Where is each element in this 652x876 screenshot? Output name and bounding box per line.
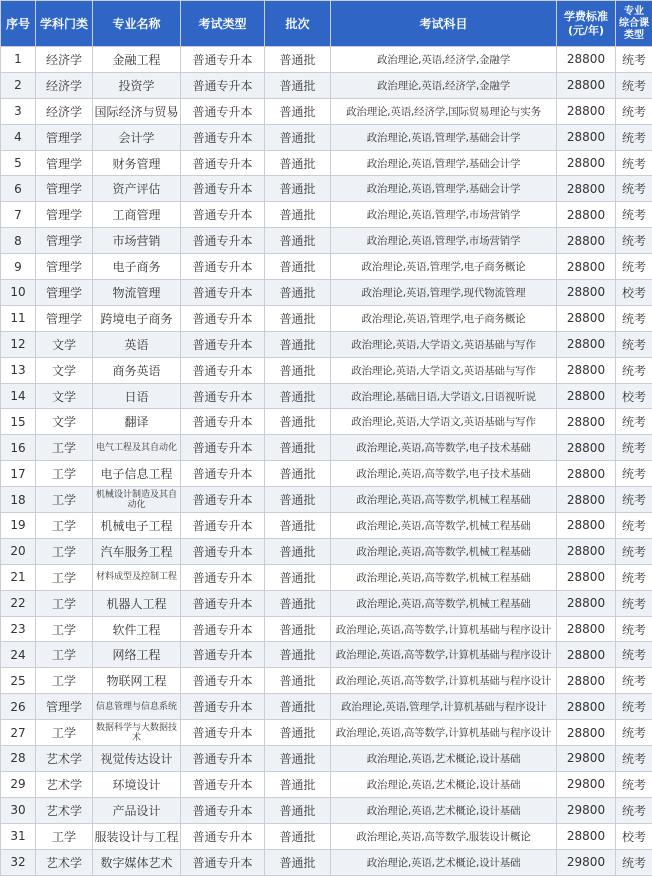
seq-cell: 11 xyxy=(1,305,36,331)
exam-type-cell: 普通专升本 xyxy=(181,331,265,357)
category-cell: 工学 xyxy=(36,435,93,461)
course-type-cell: 统考 xyxy=(616,124,652,150)
batch-cell: 普通批 xyxy=(265,98,331,124)
course-type-cell: 校考 xyxy=(616,383,652,409)
category-cell: 工学 xyxy=(36,720,93,746)
batch-cell: 普通批 xyxy=(265,668,331,694)
major-cell: 翻译 xyxy=(93,409,181,435)
major-cell: 物联网工程 xyxy=(93,668,181,694)
fee-cell: 28800 xyxy=(557,668,616,694)
category-cell: 工学 xyxy=(36,487,93,513)
major-cell: 数字媒体艺术 xyxy=(93,849,181,875)
batch-cell: 普通批 xyxy=(265,642,331,668)
batch-cell: 普通批 xyxy=(265,228,331,254)
fee-cell: 28800 xyxy=(557,461,616,487)
fee-cell: 29800 xyxy=(557,746,616,772)
table-row xyxy=(1,409,652,435)
subjects-cell: 政治理论,英语,艺术概论,设计基础 xyxy=(331,746,557,772)
table-body xyxy=(1,47,652,876)
batch-cell: 普通批 xyxy=(265,590,331,616)
subjects-cell: 政治理论,英语,管理学,市场营销学 xyxy=(331,202,557,228)
category-cell: 管理学 xyxy=(36,202,93,228)
batch-cell: 普通批 xyxy=(265,150,331,176)
exam-type-cell: 普通专升本 xyxy=(181,564,265,590)
seq-cell: 28 xyxy=(1,746,36,772)
subjects-cell: 政治理论,英语,高等数学,电子技术基础 xyxy=(331,435,557,461)
fee-cell: 28800 xyxy=(557,98,616,124)
category-cell: 管理学 xyxy=(36,694,93,720)
seq-cell: 27 xyxy=(1,720,36,746)
category-cell: 工学 xyxy=(36,823,93,849)
fee-cell: 28800 xyxy=(557,409,616,435)
category-cell: 管理学 xyxy=(36,150,93,176)
exam-type-cell: 普通专升本 xyxy=(181,98,265,124)
course-type-cell: 统考 xyxy=(616,435,652,461)
category-cell: 工学 xyxy=(36,668,93,694)
course-type-cell: 校考 xyxy=(616,280,652,306)
exam-type-cell: 普通专升本 xyxy=(181,823,265,849)
course-type-cell: 统考 xyxy=(616,487,652,513)
subjects-cell: 政治理论,英语,管理学,基础会计学 xyxy=(331,124,557,150)
seq-cell: 22 xyxy=(1,590,36,616)
major-cell: 跨境电子商务 xyxy=(93,305,181,331)
batch-cell: 普通批 xyxy=(265,849,331,875)
course-type-cell: 统考 xyxy=(616,331,652,357)
course-type-cell: 统考 xyxy=(616,305,652,331)
table-row xyxy=(1,797,652,823)
exam-type-cell: 普通专升本 xyxy=(181,616,265,642)
fee-cell: 28800 xyxy=(557,590,616,616)
category-cell: 文学 xyxy=(36,409,93,435)
table-row xyxy=(1,642,652,668)
header-fee: 学费标准 (元/年) xyxy=(557,1,616,47)
table-row xyxy=(1,487,652,513)
exam-type-cell: 普通专升本 xyxy=(181,720,265,746)
batch-cell: 普通批 xyxy=(265,616,331,642)
seq-cell: 23 xyxy=(1,616,36,642)
fee-cell: 28800 xyxy=(557,383,616,409)
category-cell: 工学 xyxy=(36,538,93,564)
subjects-cell: 政治理论,英语,艺术概论,设计基础 xyxy=(331,849,557,875)
header-exam-type: 考试类型 xyxy=(181,1,265,47)
major-cell: 环境设计 xyxy=(93,771,181,797)
fee-cell: 28800 xyxy=(557,616,616,642)
major-cell: 材料成型及控制工程 xyxy=(93,564,181,590)
header-course-type: 专业 综合课 类型 xyxy=(616,1,652,47)
seq-cell: 15 xyxy=(1,409,36,435)
course-type-cell: 统考 xyxy=(616,616,652,642)
course-type-cell: 统考 xyxy=(616,590,652,616)
subjects-cell: 政治理论,英语,艺术概论,设计基础 xyxy=(331,771,557,797)
major-cell: 资产评估 xyxy=(93,176,181,202)
exam-type-cell: 普通专升本 xyxy=(181,202,265,228)
category-cell: 艺术学 xyxy=(36,771,93,797)
course-type-cell: 统考 xyxy=(616,72,652,98)
batch-cell: 普通批 xyxy=(265,176,331,202)
batch-cell: 普通批 xyxy=(265,409,331,435)
batch-cell: 普通批 xyxy=(265,331,331,357)
header-batch: 批次 xyxy=(265,1,331,47)
major-cell: 软件工程 xyxy=(93,616,181,642)
batch-cell: 普通批 xyxy=(265,202,331,228)
course-type-cell: 统考 xyxy=(616,228,652,254)
course-type-cell: 统考 xyxy=(616,202,652,228)
fee-cell: 29800 xyxy=(557,771,616,797)
course-type-cell: 统考 xyxy=(616,538,652,564)
seq-cell: 12 xyxy=(1,331,36,357)
course-type-cell: 统考 xyxy=(616,461,652,487)
table-row xyxy=(1,383,652,409)
table-header-row xyxy=(1,1,652,47)
major-cell: 商务英语 xyxy=(93,357,181,383)
course-type-cell: 校考 xyxy=(616,823,652,849)
batch-cell: 普通批 xyxy=(265,513,331,539)
batch-cell: 普通批 xyxy=(265,47,331,73)
subjects-cell: 政治理论,英语,管理学,计算机基础与程序设计 xyxy=(331,694,557,720)
seq-cell: 25 xyxy=(1,668,36,694)
course-type-cell: 统考 xyxy=(616,797,652,823)
exam-type-cell: 普通专升本 xyxy=(181,254,265,280)
exam-type-cell: 普通专升本 xyxy=(181,176,265,202)
major-cell: 产品设计 xyxy=(93,797,181,823)
subjects-cell: 政治理论,英语,经济学,国际贸易理论与实务 xyxy=(331,98,557,124)
table-row xyxy=(1,150,652,176)
course-type-cell: 统考 xyxy=(616,694,652,720)
major-cell: 工商管理 xyxy=(93,202,181,228)
exam-type-cell: 普通专升本 xyxy=(181,124,265,150)
category-cell: 艺术学 xyxy=(36,849,93,875)
table-row xyxy=(1,771,652,797)
batch-cell: 普通批 xyxy=(265,435,331,461)
batch-cell: 普通批 xyxy=(265,720,331,746)
seq-cell: 2 xyxy=(1,72,36,98)
major-cell: 信息管理与信息系统 xyxy=(93,694,181,720)
table-row xyxy=(1,849,652,875)
course-type-cell: 统考 xyxy=(616,668,652,694)
table-row xyxy=(1,435,652,461)
batch-cell: 普通批 xyxy=(265,357,331,383)
seq-cell: 3 xyxy=(1,98,36,124)
exam-type-cell: 普通专升本 xyxy=(181,409,265,435)
seq-cell: 17 xyxy=(1,461,36,487)
seq-cell: 31 xyxy=(1,823,36,849)
exam-type-cell: 普通专升本 xyxy=(181,513,265,539)
category-cell: 经济学 xyxy=(36,72,93,98)
fee-cell: 28800 xyxy=(557,305,616,331)
exam-type-cell: 普通专升本 xyxy=(181,746,265,772)
major-cell: 英语 xyxy=(93,331,181,357)
fee-cell: 28800 xyxy=(557,513,616,539)
exam-type-cell: 普通专升本 xyxy=(181,435,265,461)
seq-cell: 26 xyxy=(1,694,36,720)
subjects-cell: 政治理论,英语,高等数学,计算机基础与程序设计 xyxy=(331,720,557,746)
category-cell: 经济学 xyxy=(36,47,93,73)
batch-cell: 普通批 xyxy=(265,487,331,513)
subjects-cell: 政治理论,英语,高等数学,服装设计概论 xyxy=(331,823,557,849)
category-cell: 管理学 xyxy=(36,176,93,202)
subjects-cell: 政治理论,英语,高等数学,计算机基础与程序设计 xyxy=(331,616,557,642)
table-row xyxy=(1,564,652,590)
seq-cell: 1 xyxy=(1,47,36,73)
major-cell: 机器人工程 xyxy=(93,590,181,616)
exam-type-cell: 普通专升本 xyxy=(181,642,265,668)
seq-cell: 7 xyxy=(1,202,36,228)
major-cell: 网络工程 xyxy=(93,642,181,668)
fee-cell: 28800 xyxy=(557,331,616,357)
major-cell: 电子信息工程 xyxy=(93,461,181,487)
exam-type-cell: 普通专升本 xyxy=(181,771,265,797)
major-cell: 汽车服务工程 xyxy=(93,538,181,564)
subjects-cell: 政治理论,英语,高等数学,机械工程基础 xyxy=(331,564,557,590)
batch-cell: 普通批 xyxy=(265,72,331,98)
subjects-cell: 政治理论,英语,经济学,金融学 xyxy=(331,72,557,98)
major-cell: 服装设计与工程 xyxy=(93,823,181,849)
subjects-cell: 政治理论,英语,管理学,基础会计学 xyxy=(331,176,557,202)
table-row xyxy=(1,47,652,73)
subjects-cell: 政治理论,英语,艺术概论,设计基础 xyxy=(331,797,557,823)
seq-cell: 21 xyxy=(1,564,36,590)
fee-cell: 28800 xyxy=(557,176,616,202)
exam-type-cell: 普通专升本 xyxy=(181,72,265,98)
category-cell: 艺术学 xyxy=(36,797,93,823)
major-cell: 市场营销 xyxy=(93,228,181,254)
seq-cell: 10 xyxy=(1,280,36,306)
table-row xyxy=(1,746,652,772)
major-cell: 会计学 xyxy=(93,124,181,150)
header-category: 学科门类 xyxy=(36,1,93,47)
fee-cell: 28800 xyxy=(557,642,616,668)
subjects-cell: 政治理论,英语,管理学,电子商务概论 xyxy=(331,305,557,331)
fee-cell: 28800 xyxy=(557,487,616,513)
table-row xyxy=(1,72,652,98)
seq-cell: 14 xyxy=(1,383,36,409)
course-type-cell: 统考 xyxy=(616,771,652,797)
batch-cell: 普通批 xyxy=(265,797,331,823)
batch-cell: 普通批 xyxy=(265,305,331,331)
exam-type-cell: 普通专升本 xyxy=(181,590,265,616)
batch-cell: 普通批 xyxy=(265,461,331,487)
batch-cell: 普通批 xyxy=(265,538,331,564)
table-row xyxy=(1,357,652,383)
subjects-cell: 政治理论,基础日语,大学语文,日语视听说 xyxy=(331,383,557,409)
table-row xyxy=(1,590,652,616)
fee-cell: 29800 xyxy=(557,797,616,823)
course-type-cell: 统考 xyxy=(616,720,652,746)
seq-cell: 24 xyxy=(1,642,36,668)
major-cell: 财务管理 xyxy=(93,150,181,176)
category-cell: 工学 xyxy=(36,590,93,616)
table-row xyxy=(1,331,652,357)
table-row xyxy=(1,280,652,306)
batch-cell: 普通批 xyxy=(265,694,331,720)
table-row xyxy=(1,228,652,254)
major-cell: 机械设计制造及其自动化 xyxy=(93,487,181,513)
fee-cell: 28800 xyxy=(557,435,616,461)
subjects-cell: 政治理论,英语,管理学,市场营销学 xyxy=(331,228,557,254)
major-cell: 投资学 xyxy=(93,72,181,98)
course-type-cell: 统考 xyxy=(616,746,652,772)
course-type-cell: 统考 xyxy=(616,409,652,435)
major-cell: 日语 xyxy=(93,383,181,409)
category-cell: 工学 xyxy=(36,461,93,487)
exam-type-cell: 普通专升本 xyxy=(181,150,265,176)
subjects-cell: 政治理论,英语,高等数学,机械工程基础 xyxy=(331,538,557,564)
seq-cell: 5 xyxy=(1,150,36,176)
subjects-cell: 政治理论,英语,管理学,电子商务概论 xyxy=(331,254,557,280)
table-row xyxy=(1,461,652,487)
category-cell: 管理学 xyxy=(36,280,93,306)
batch-cell: 普通批 xyxy=(265,280,331,306)
seq-cell: 18 xyxy=(1,487,36,513)
fee-cell: 28800 xyxy=(557,124,616,150)
course-type-cell: 统考 xyxy=(616,642,652,668)
table-row xyxy=(1,202,652,228)
exam-type-cell: 普通专升本 xyxy=(181,357,265,383)
course-type-cell: 统考 xyxy=(616,564,652,590)
course-type-cell: 统考 xyxy=(616,150,652,176)
table-row xyxy=(1,98,652,124)
seq-cell: 4 xyxy=(1,124,36,150)
major-cell: 金融工程 xyxy=(93,47,181,73)
fee-cell: 28800 xyxy=(557,564,616,590)
subjects-cell: 政治理论,英语,高等数学,机械工程基础 xyxy=(331,513,557,539)
course-type-cell: 统考 xyxy=(616,98,652,124)
seq-cell: 29 xyxy=(1,771,36,797)
major-cell: 电气工程及其自动化 xyxy=(93,435,181,461)
batch-cell: 普通批 xyxy=(265,383,331,409)
major-cell: 物流管理 xyxy=(93,280,181,306)
seq-cell: 6 xyxy=(1,176,36,202)
fee-cell: 28800 xyxy=(557,150,616,176)
category-cell: 文学 xyxy=(36,383,93,409)
exam-type-cell: 普通专升本 xyxy=(181,538,265,564)
fee-cell: 28800 xyxy=(557,538,616,564)
course-type-cell: 统考 xyxy=(616,254,652,280)
subjects-cell: 政治理论,英语,高等数学,计算机基础与程序设计 xyxy=(331,642,557,668)
major-cell: 机械电子工程 xyxy=(93,513,181,539)
exam-type-cell: 普通专升本 xyxy=(181,305,265,331)
exam-type-cell: 普通专升本 xyxy=(181,461,265,487)
exam-type-cell: 普通专升本 xyxy=(181,668,265,694)
exam-type-cell: 普通专升本 xyxy=(181,797,265,823)
subjects-cell: 政治理论,英语,大学语文,英语基础与写作 xyxy=(331,331,557,357)
fee-cell: 28800 xyxy=(557,694,616,720)
major-cell: 视觉传达设计 xyxy=(93,746,181,772)
course-type-cell: 统考 xyxy=(616,849,652,875)
category-cell: 文学 xyxy=(36,331,93,357)
exam-type-cell: 普通专升本 xyxy=(181,383,265,409)
fee-cell: 28800 xyxy=(557,357,616,383)
exam-type-cell: 普通专升本 xyxy=(181,47,265,73)
fee-cell: 28800 xyxy=(557,228,616,254)
exam-type-cell: 普通专升本 xyxy=(181,280,265,306)
category-cell: 工学 xyxy=(36,513,93,539)
subjects-cell: 政治理论,英语,高等数学,机械工程基础 xyxy=(331,487,557,513)
table-row xyxy=(1,720,652,746)
course-type-cell: 统考 xyxy=(616,176,652,202)
table-row xyxy=(1,513,652,539)
subjects-cell: 政治理论,英语,管理学,基础会计学 xyxy=(331,150,557,176)
category-cell: 经济学 xyxy=(36,98,93,124)
exam-type-cell: 普通专升本 xyxy=(181,487,265,513)
fee-cell: 28800 xyxy=(557,823,616,849)
seq-cell: 8 xyxy=(1,228,36,254)
seq-cell: 13 xyxy=(1,357,36,383)
seq-cell: 30 xyxy=(1,797,36,823)
category-cell: 工学 xyxy=(36,616,93,642)
exam-type-cell: 普通专升本 xyxy=(181,228,265,254)
fee-cell: 28800 xyxy=(557,202,616,228)
table-row xyxy=(1,694,652,720)
subjects-cell: 政治理论,英语,高等数学,机械工程基础 xyxy=(331,590,557,616)
category-cell: 工学 xyxy=(36,564,93,590)
seq-cell: 16 xyxy=(1,435,36,461)
seq-cell: 19 xyxy=(1,513,36,539)
batch-cell: 普通批 xyxy=(265,771,331,797)
batch-cell: 普通批 xyxy=(265,746,331,772)
exam-type-cell: 普通专升本 xyxy=(181,849,265,875)
major-cell: 国际经济与贸易 xyxy=(93,98,181,124)
category-cell: 管理学 xyxy=(36,305,93,331)
header-seq: 序号 xyxy=(1,1,36,47)
fee-cell: 28800 xyxy=(557,72,616,98)
major-cell: 电子商务 xyxy=(93,254,181,280)
category-cell: 管理学 xyxy=(36,254,93,280)
seq-cell: 32 xyxy=(1,849,36,875)
table-row xyxy=(1,305,652,331)
subjects-cell: 政治理论,英语,高等数学,计算机基础与程序设计 xyxy=(331,668,557,694)
subjects-cell: 政治理论,英语,大学语文,英语基础与写作 xyxy=(331,409,557,435)
batch-cell: 普通批 xyxy=(265,823,331,849)
course-type-cell: 统考 xyxy=(616,513,652,539)
table-row xyxy=(1,538,652,564)
subjects-cell: 政治理论,英语,大学语文,英语基础与写作 xyxy=(331,357,557,383)
table-row xyxy=(1,616,652,642)
batch-cell: 普通批 xyxy=(265,564,331,590)
course-type-cell: 统考 xyxy=(616,357,652,383)
batch-cell: 普通批 xyxy=(265,254,331,280)
seq-cell: 20 xyxy=(1,538,36,564)
batch-cell: 普通批 xyxy=(265,124,331,150)
category-cell: 文学 xyxy=(36,357,93,383)
header-major: 专业名称 xyxy=(93,1,181,47)
major-cell: 数据科学与大数据技术 xyxy=(93,720,181,746)
category-cell: 工学 xyxy=(36,642,93,668)
fee-cell: 28800 xyxy=(557,720,616,746)
subjects-cell: 政治理论,英语,高等数学,电子技术基础 xyxy=(331,461,557,487)
category-cell: 管理学 xyxy=(36,228,93,254)
table-row xyxy=(1,176,652,202)
seq-cell: 9 xyxy=(1,254,36,280)
fee-cell: 28800 xyxy=(557,280,616,306)
exam-type-cell: 普通专升本 xyxy=(181,694,265,720)
subjects-cell: 政治理论,英语,经济学,金融学 xyxy=(331,47,557,73)
fee-cell: 28800 xyxy=(557,47,616,73)
table-row xyxy=(1,254,652,280)
table-row xyxy=(1,668,652,694)
table-row xyxy=(1,823,652,849)
header-subjects: 考试科目 xyxy=(331,1,557,47)
course-type-cell: 统考 xyxy=(616,47,652,73)
category-cell: 艺术学 xyxy=(36,746,93,772)
table-row xyxy=(1,124,652,150)
category-cell: 管理学 xyxy=(36,124,93,150)
fee-cell: 28800 xyxy=(557,254,616,280)
subjects-cell: 政治理论,英语,管理学,现代物流管理 xyxy=(331,280,557,306)
fee-cell: 29800 xyxy=(557,849,616,875)
